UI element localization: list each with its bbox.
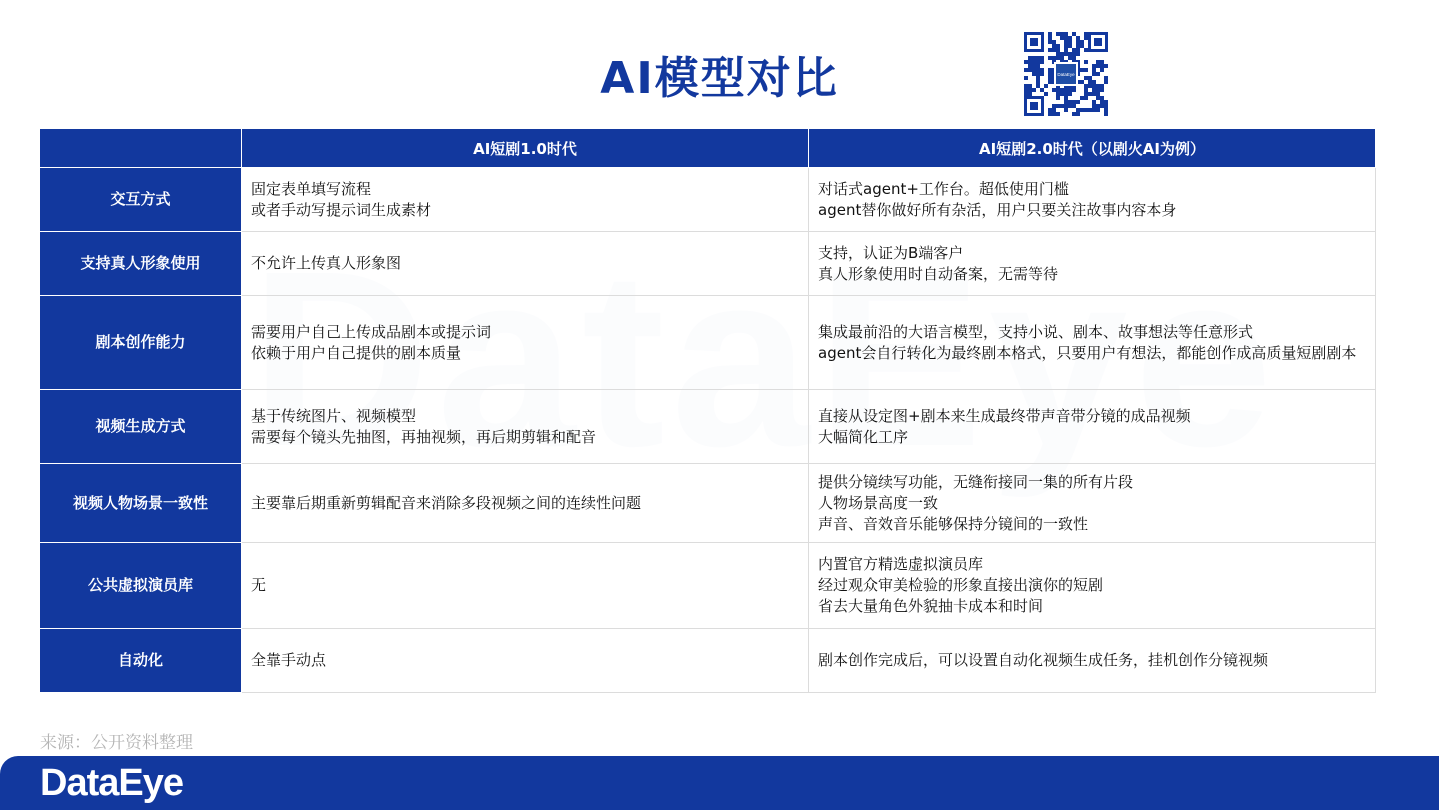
qr-module bbox=[1084, 48, 1088, 52]
qr-module bbox=[1088, 76, 1092, 80]
qr-module bbox=[1056, 44, 1060, 48]
qr-module bbox=[1064, 96, 1068, 100]
qr-center-label: DataEye bbox=[1057, 72, 1075, 77]
qr-module bbox=[1060, 32, 1064, 36]
qr-module bbox=[1040, 60, 1044, 64]
qr-module bbox=[1052, 56, 1056, 60]
qr-module bbox=[1068, 56, 1072, 60]
qr-module bbox=[1084, 92, 1088, 96]
qr-module bbox=[1104, 108, 1108, 112]
qr-module bbox=[1076, 40, 1080, 44]
qr-module bbox=[1096, 108, 1100, 112]
qr-module bbox=[1068, 44, 1072, 48]
qr-module bbox=[1028, 84, 1032, 88]
qr-module bbox=[1068, 104, 1072, 108]
qr-module bbox=[1028, 64, 1032, 68]
qr-module bbox=[1100, 68, 1104, 72]
cell-line: 人物场景高度一致 bbox=[818, 493, 939, 512]
qr-module bbox=[1056, 32, 1060, 36]
qr-module bbox=[1100, 96, 1104, 100]
qr-module bbox=[1064, 52, 1068, 56]
qr-module bbox=[1036, 76, 1040, 80]
cell-line: 声音、音效音乐能够保持分镜间的一致性 bbox=[818, 514, 1089, 533]
qr-module bbox=[1064, 88, 1068, 92]
qr-module bbox=[1036, 68, 1040, 72]
qr-module bbox=[1048, 112, 1052, 116]
qr-module bbox=[1104, 64, 1108, 68]
qr-module bbox=[1052, 108, 1056, 112]
qr-module bbox=[1064, 100, 1068, 104]
qr-module bbox=[1032, 64, 1036, 68]
qr-module bbox=[1056, 92, 1060, 96]
qr-module bbox=[1092, 100, 1096, 104]
cell-line: 剧本创作完成后，可以设置自动化视频生成任务，挂机创作分镜视频 bbox=[818, 651, 1269, 669]
qr-module bbox=[1040, 56, 1044, 60]
cell-2-0 bbox=[809, 296, 1376, 390]
qr-module bbox=[1096, 92, 1100, 96]
cell-1-0 bbox=[242, 296, 809, 390]
page-title: AI模型对比 bbox=[600, 53, 839, 104]
qr-module bbox=[1092, 104, 1096, 108]
qr-module bbox=[1092, 108, 1096, 112]
table-row bbox=[40, 168, 1376, 232]
qr-module bbox=[1104, 76, 1108, 80]
qr-module bbox=[1080, 80, 1084, 84]
qr-module bbox=[1064, 92, 1068, 96]
qr-module bbox=[1092, 92, 1096, 96]
row-label: 视频生成方式 bbox=[40, 390, 242, 464]
qr-module bbox=[1032, 88, 1036, 92]
row-label: 自动化 bbox=[40, 629, 242, 693]
qr-module bbox=[1052, 48, 1056, 52]
table-row bbox=[40, 232, 1376, 296]
qr-module bbox=[1036, 80, 1040, 84]
qr-module bbox=[1028, 68, 1032, 72]
qr-module bbox=[1068, 52, 1072, 56]
cell-line: 集成最前沿的大语言模型，支持小说、剧本、故事想法等任意形式 bbox=[818, 322, 1254, 341]
cell-line: 直接从设定图+剧本来生成最终带声音带分镜的成品视频 bbox=[818, 406, 1191, 425]
comparison-table bbox=[39, 128, 1376, 693]
qr-module bbox=[1084, 96, 1088, 100]
cell-2-0 bbox=[809, 543, 1376, 629]
qr-module bbox=[1084, 108, 1088, 112]
qr-module bbox=[1092, 64, 1096, 68]
qr-module bbox=[1076, 48, 1080, 52]
qr-module bbox=[1040, 88, 1044, 92]
qr-module bbox=[1100, 60, 1104, 64]
qr-module bbox=[1044, 84, 1048, 88]
qr-module bbox=[1032, 56, 1036, 60]
qr-module bbox=[1028, 92, 1032, 96]
cell-line: 经过观众审美检验的形象直接出演你的短剧 bbox=[818, 576, 1104, 594]
qr-module bbox=[1064, 48, 1068, 52]
qr-module bbox=[1076, 52, 1080, 56]
qr-module bbox=[1032, 60, 1036, 64]
qr-module bbox=[1048, 80, 1052, 84]
cell-line: 需要每个镜头先抽图，再抽视频，再后期剪辑和配音 bbox=[251, 427, 597, 446]
qr-module bbox=[1052, 40, 1056, 44]
qr-module bbox=[1072, 52, 1076, 56]
qr-module bbox=[1064, 104, 1068, 108]
qr-module bbox=[1060, 88, 1064, 92]
qr-module bbox=[1064, 40, 1068, 44]
qr-module bbox=[1060, 104, 1064, 108]
qr-module bbox=[1092, 84, 1096, 88]
table-row bbox=[40, 296, 1376, 390]
qr-module bbox=[1088, 92, 1092, 96]
cell-1-0 bbox=[242, 390, 809, 464]
header-corner bbox=[40, 129, 242, 168]
qr-module bbox=[1052, 44, 1056, 48]
cell-line: 或者手动写提示词生成素材 bbox=[251, 200, 432, 219]
qr-module bbox=[1100, 104, 1104, 108]
row-label: 视频人物场景一致性 bbox=[40, 464, 242, 543]
qr-module bbox=[1096, 64, 1100, 68]
qr-module bbox=[1044, 92, 1048, 96]
cell-1-0 bbox=[242, 168, 809, 232]
qr-module bbox=[1084, 60, 1088, 64]
cell-line: 依赖于用户自己提供的剧本质量 bbox=[251, 343, 462, 362]
qr-module bbox=[1048, 108, 1052, 112]
qr-module bbox=[1060, 92, 1064, 96]
qr-module bbox=[1028, 56, 1032, 60]
qr-module bbox=[1080, 44, 1084, 48]
table-header-row bbox=[40, 129, 1376, 168]
table-row bbox=[40, 629, 1376, 693]
qr-module bbox=[1072, 104, 1076, 108]
qr-module bbox=[1048, 72, 1052, 76]
qr-module bbox=[1084, 88, 1088, 92]
qr-module bbox=[1068, 40, 1072, 44]
cell-line: 需要用户自己上传成品剧本或提示词 bbox=[251, 322, 492, 341]
cell-line: 主要靠后期重新剪辑配音来消除多段视频之间的连续性问题 bbox=[251, 493, 642, 512]
qr-module bbox=[1060, 52, 1064, 56]
qr-module bbox=[1072, 32, 1076, 36]
qr-module bbox=[1100, 88, 1104, 92]
dataeye-logo: DataEye bbox=[40, 762, 183, 804]
qr-module bbox=[1048, 48, 1052, 52]
cell-line: 支持，认证为B端客户 bbox=[818, 243, 964, 262]
qr-module bbox=[1072, 112, 1076, 116]
row-label: 支持真人形象使用 bbox=[40, 232, 242, 296]
qr-module bbox=[1036, 72, 1040, 76]
qr-module bbox=[1056, 88, 1060, 92]
qr-module bbox=[1068, 100, 1072, 104]
qr-module bbox=[1092, 88, 1096, 92]
cell-1-0 bbox=[242, 464, 809, 543]
qr-module bbox=[1052, 104, 1056, 108]
qr-module bbox=[1024, 88, 1028, 92]
qr-module bbox=[1100, 100, 1104, 104]
qr-module bbox=[1104, 104, 1108, 108]
qr-module bbox=[1084, 84, 1088, 88]
qr-module bbox=[1064, 36, 1068, 40]
cell-2-0 bbox=[809, 232, 1376, 296]
cell-line: 真人形象使用时自动备案，无需等待 bbox=[818, 264, 1059, 283]
header-ai-1-0: AI短剧1.0时代 bbox=[242, 129, 809, 168]
qr-module bbox=[1072, 100, 1076, 104]
cell-line: 基于传统图片、视频模型 bbox=[251, 406, 417, 425]
qr-module bbox=[1096, 60, 1100, 64]
qr-module bbox=[1056, 112, 1060, 116]
qr-module bbox=[1088, 108, 1092, 112]
qr-module bbox=[1032, 68, 1036, 72]
cell-line: agent替你做好所有杂活，用户只要关注故事内容本身 bbox=[818, 200, 1177, 219]
qr-module bbox=[1036, 64, 1040, 68]
qr-module bbox=[1036, 60, 1040, 64]
qr-module bbox=[1040, 72, 1044, 76]
table-row bbox=[40, 543, 1376, 629]
cell-2-0 bbox=[809, 390, 1376, 464]
qr-module bbox=[1064, 108, 1068, 112]
qr-module bbox=[1096, 104, 1100, 108]
cell-2-0 bbox=[809, 464, 1376, 543]
qr-module bbox=[1068, 88, 1072, 92]
qr-module bbox=[1024, 68, 1028, 72]
qr-module bbox=[1048, 40, 1052, 44]
qr-module bbox=[1084, 76, 1088, 80]
qr-module bbox=[1040, 68, 1044, 72]
cell-line: 全靠手动点 bbox=[251, 651, 327, 669]
qr-module bbox=[1072, 48, 1076, 52]
qr-module bbox=[1048, 68, 1052, 72]
qr-module bbox=[1076, 44, 1080, 48]
qr-module bbox=[1028, 60, 1032, 64]
qr-module bbox=[1072, 88, 1076, 92]
qr-module bbox=[1096, 96, 1100, 100]
qr-module bbox=[1092, 80, 1096, 84]
qr-module bbox=[1080, 68, 1084, 72]
cell-2-0 bbox=[809, 629, 1376, 693]
cell-1-0 bbox=[242, 232, 809, 296]
qr-module bbox=[1076, 100, 1080, 104]
qr-module bbox=[1084, 32, 1088, 36]
qr-module bbox=[1104, 100, 1108, 104]
table-row bbox=[40, 390, 1376, 464]
qr-module bbox=[1048, 56, 1052, 60]
qr-module bbox=[1060, 56, 1064, 60]
qr-code bbox=[1022, 30, 1110, 118]
qr-module bbox=[1100, 64, 1104, 68]
header-ai-2-0: AI短剧2.0时代（以剧火AI为例） bbox=[809, 129, 1376, 168]
table-row bbox=[40, 464, 1376, 543]
qr-module bbox=[1072, 56, 1076, 60]
qr-module bbox=[1036, 84, 1040, 88]
qr-module bbox=[1084, 68, 1088, 72]
qr-module bbox=[1104, 112, 1108, 116]
row-label: 剧本创作能力 bbox=[40, 296, 242, 390]
qr-module bbox=[1024, 60, 1028, 64]
qr-module bbox=[1056, 48, 1060, 52]
cell-line: 对话式agent+工作台。超低使用门槛 bbox=[818, 179, 1069, 198]
qr-module bbox=[1048, 32, 1052, 36]
qr-module bbox=[1080, 96, 1084, 100]
qr-module bbox=[1036, 56, 1040, 60]
cell-1-0 bbox=[242, 629, 809, 693]
qr-module bbox=[1100, 84, 1104, 88]
qr-module bbox=[1068, 92, 1072, 96]
cell-line: 省去大量角色外貌抽卡成本和时间 bbox=[818, 597, 1044, 615]
cell-line: 内置官方精选虚拟演员库 bbox=[818, 555, 984, 573]
cell-1-0 bbox=[242, 543, 809, 629]
qr-module bbox=[1096, 72, 1100, 76]
qr-module bbox=[1024, 76, 1028, 80]
cell-2-0 bbox=[809, 168, 1376, 232]
qr-module bbox=[1024, 92, 1028, 96]
qr-module bbox=[1096, 84, 1100, 88]
source-note: 来源：公开资料整理 bbox=[40, 733, 193, 753]
cell-line: 不允许上传真人形象图 bbox=[251, 254, 402, 272]
footer-bar bbox=[0, 756, 1439, 810]
row-label: 交互方式 bbox=[40, 168, 242, 232]
qr-module bbox=[1076, 112, 1080, 116]
qr-module bbox=[1084, 36, 1088, 40]
qr-module bbox=[1056, 56, 1060, 60]
qr-module bbox=[1076, 36, 1080, 40]
qr-module bbox=[1068, 36, 1072, 40]
qr-module bbox=[1024, 84, 1028, 88]
row-label: 公共虚拟演员库 bbox=[40, 543, 242, 629]
qr-module bbox=[1056, 52, 1060, 56]
qr-module bbox=[1092, 72, 1096, 76]
qr-module bbox=[1048, 76, 1052, 80]
cell-line: 无 bbox=[251, 576, 267, 594]
qr-module bbox=[1032, 72, 1036, 76]
cell-line: 大幅简化工序 bbox=[818, 427, 909, 446]
qr-module bbox=[1096, 88, 1100, 92]
qr-module bbox=[1064, 44, 1068, 48]
qr-module bbox=[1088, 80, 1092, 84]
qr-module bbox=[1088, 84, 1092, 88]
cell-line: 固定表单填写流程 bbox=[251, 179, 372, 198]
qr-module bbox=[1052, 88, 1056, 92]
qr-module bbox=[1080, 40, 1084, 44]
qr-module bbox=[1092, 68, 1096, 72]
qr-module bbox=[1028, 88, 1032, 92]
qr-module bbox=[1056, 104, 1060, 108]
qr-module bbox=[1052, 112, 1056, 116]
qr-module bbox=[1060, 36, 1064, 40]
qr-module bbox=[1080, 108, 1084, 112]
qr-module bbox=[1076, 108, 1080, 112]
qr-module bbox=[1064, 32, 1068, 36]
qr-module bbox=[1104, 80, 1108, 84]
cell-line: 提供分镜续写功能，无缝衔接同一集的所有片段 bbox=[818, 472, 1134, 491]
qr-module bbox=[1056, 96, 1060, 100]
cell-line: agent会自行转化为最终剧本格式，只要用户有想法，都能创作成高质量短剧剧本 bbox=[818, 343, 1357, 362]
qr-module bbox=[1048, 36, 1052, 40]
